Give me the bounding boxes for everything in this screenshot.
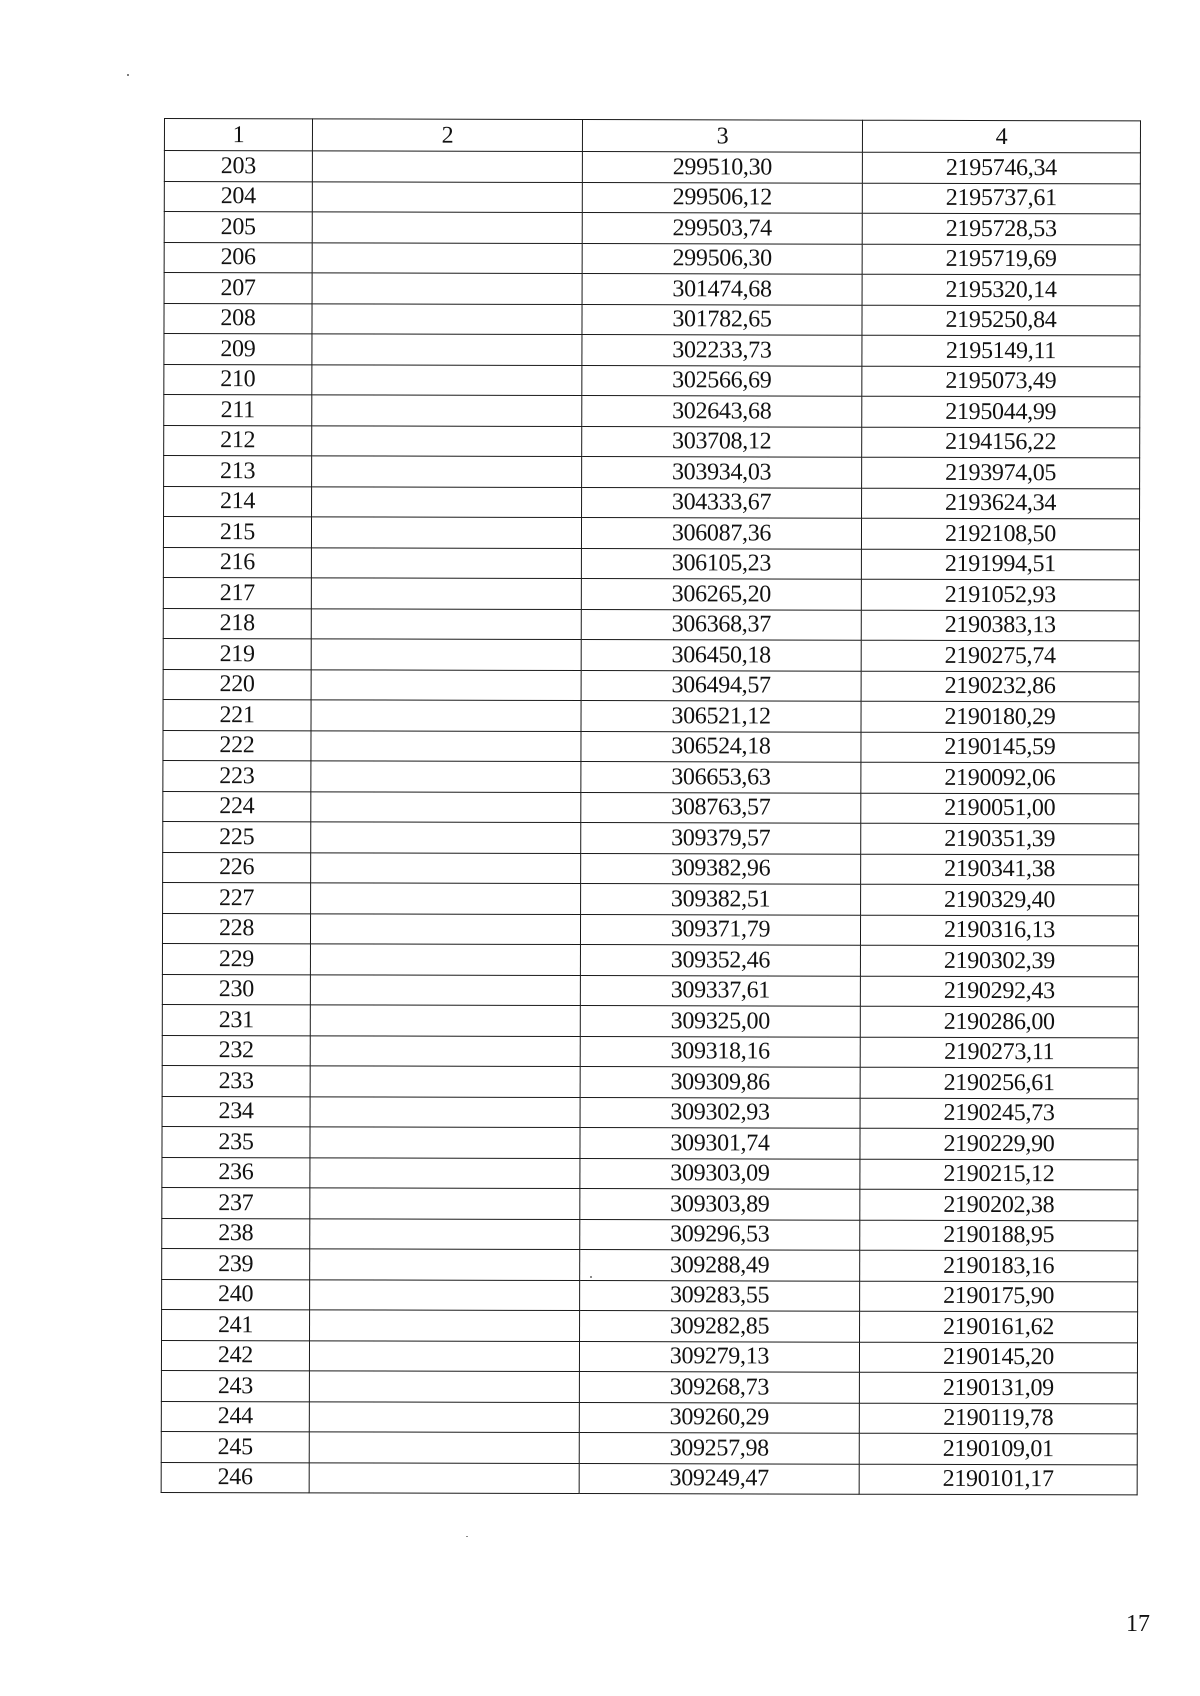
y-coordinate-cell: 2190351,39 xyxy=(861,823,1139,854)
y-coordinate-cell: 2190145,59 xyxy=(861,732,1139,763)
column-2-cell xyxy=(312,303,582,334)
table-row xyxy=(163,730,1139,763)
table-row xyxy=(164,395,1140,428)
column-2-cell xyxy=(310,1005,580,1036)
scan-speck xyxy=(127,74,129,76)
x-coordinate-cell: 309257,98 xyxy=(579,1433,859,1464)
y-coordinate-cell: 2190329,40 xyxy=(861,884,1139,915)
y-coordinate-cell: 2190229,90 xyxy=(860,1128,1138,1159)
point-number-cell: 228 xyxy=(162,913,310,944)
table-row xyxy=(164,303,1140,336)
point-number-cell: 205 xyxy=(164,212,312,243)
x-coordinate-cell: 309303,89 xyxy=(580,1189,860,1220)
table-row xyxy=(164,273,1140,306)
column-2-cell xyxy=(312,334,582,365)
table-row xyxy=(164,486,1140,519)
scan-speck xyxy=(466,1536,468,1537)
x-coordinate-cell: 309371,79 xyxy=(580,914,860,945)
y-coordinate-cell: 2190051,00 xyxy=(861,793,1139,824)
table-row xyxy=(162,1187,1138,1220)
y-coordinate-cell: 2190119,78 xyxy=(859,1403,1137,1434)
x-coordinate-cell: 306521,12 xyxy=(581,701,861,732)
y-coordinate-cell: 2190273,11 xyxy=(860,1037,1138,1068)
y-coordinate-cell: 2190180,29 xyxy=(861,701,1139,732)
column-2-cell xyxy=(312,486,582,517)
column-2-cell xyxy=(311,852,581,883)
point-number-cell: 232 xyxy=(162,1035,310,1066)
x-coordinate-cell: 299503,74 xyxy=(582,213,862,244)
x-coordinate-cell: 299506,30 xyxy=(582,243,862,274)
y-coordinate-cell: 2195320,14 xyxy=(862,274,1140,305)
column-2-cell xyxy=(312,212,582,243)
column-2-cell xyxy=(312,273,582,304)
table-row xyxy=(162,1248,1138,1281)
y-coordinate-cell: 2195737,61 xyxy=(862,183,1140,214)
table-row xyxy=(162,913,1138,946)
x-coordinate-cell: 302233,73 xyxy=(582,335,862,366)
column-2-cell xyxy=(310,944,580,975)
column-2-cell xyxy=(309,1371,579,1402)
coordinates-table xyxy=(161,118,1141,1495)
y-coordinate-cell: 2190131,09 xyxy=(859,1372,1137,1403)
column-2-cell xyxy=(310,974,580,1005)
point-number-cell: 224 xyxy=(163,791,311,822)
column-header-3: 3 xyxy=(582,120,862,153)
point-number-cell: 215 xyxy=(163,517,311,548)
x-coordinate-cell: 306653,63 xyxy=(581,762,861,793)
x-coordinate-cell: 304333,67 xyxy=(582,487,862,518)
point-number-cell: 242 xyxy=(161,1340,309,1371)
column-2-cell xyxy=(310,1157,580,1188)
table-row xyxy=(163,577,1139,610)
y-coordinate-cell: 2190161,62 xyxy=(860,1311,1138,1342)
table-body xyxy=(161,151,1140,1495)
y-coordinate-cell: 2190215,12 xyxy=(860,1159,1138,1190)
y-coordinate-cell: 2190145,20 xyxy=(859,1342,1137,1373)
table-row xyxy=(163,669,1139,702)
table-row xyxy=(162,1096,1138,1129)
y-coordinate-cell: 2190256,61 xyxy=(860,1067,1138,1098)
point-number-cell: 225 xyxy=(163,821,311,852)
x-coordinate-cell: 306494,57 xyxy=(581,670,861,701)
y-coordinate-cell: 2193974,05 xyxy=(862,457,1140,488)
table-row xyxy=(161,1340,1137,1373)
table-row xyxy=(164,151,1140,184)
column-2-cell xyxy=(310,1249,580,1280)
table-row xyxy=(163,821,1139,854)
column-2-cell xyxy=(310,1096,580,1127)
x-coordinate-cell: 308763,57 xyxy=(581,792,861,823)
y-coordinate-cell: 2191052,93 xyxy=(861,579,1139,610)
column-2-cell xyxy=(309,1401,579,1432)
column-2-cell xyxy=(309,1340,579,1371)
column-2-cell xyxy=(312,364,582,395)
table-row xyxy=(164,212,1140,245)
x-coordinate-cell: 306524,18 xyxy=(581,731,861,762)
y-coordinate-cell: 2195746,34 xyxy=(862,152,1140,183)
table-row xyxy=(164,242,1140,275)
y-coordinate-cell: 2195719,69 xyxy=(862,244,1140,275)
y-coordinate-cell: 2190175,90 xyxy=(860,1281,1138,1312)
point-number-cell: 234 xyxy=(162,1096,310,1127)
column-2-cell xyxy=(309,1432,579,1463)
x-coordinate-cell: 303934,03 xyxy=(582,457,862,488)
x-coordinate-cell: 302643,68 xyxy=(582,396,862,427)
table-row xyxy=(162,974,1138,1007)
column-2-cell xyxy=(311,761,581,792)
x-coordinate-cell: 309382,51 xyxy=(581,884,861,915)
x-coordinate-cell: 309268,73 xyxy=(579,1372,859,1403)
x-coordinate-cell: 309283,55 xyxy=(580,1280,860,1311)
point-number-cell: 230 xyxy=(162,974,310,1005)
point-number-cell: 239 xyxy=(162,1248,310,1279)
table-row xyxy=(163,852,1139,885)
column-2-cell xyxy=(311,608,581,639)
column-2-cell xyxy=(311,730,581,761)
column-2-cell xyxy=(311,639,581,670)
x-coordinate-cell: 306105,23 xyxy=(581,548,861,579)
column-2-cell xyxy=(310,1279,580,1310)
y-coordinate-cell: 2195149,11 xyxy=(862,335,1140,366)
y-coordinate-cell: 2191994,51 xyxy=(861,549,1139,580)
y-coordinate-cell: 2194156,22 xyxy=(862,427,1140,458)
y-coordinate-cell: 2190292,43 xyxy=(860,976,1138,1007)
column-2-cell xyxy=(311,578,581,609)
point-number-cell: 246 xyxy=(161,1462,309,1493)
y-coordinate-cell: 2190286,00 xyxy=(860,1006,1138,1037)
column-2-cell xyxy=(310,1188,580,1219)
y-coordinate-cell: 2190383,13 xyxy=(861,610,1139,641)
point-number-cell: 217 xyxy=(163,577,311,608)
column-2-cell xyxy=(312,425,582,456)
point-number-cell: 210 xyxy=(164,364,312,395)
column-header-2: 2 xyxy=(312,119,582,152)
point-number-cell: 222 xyxy=(163,730,311,761)
column-2-cell xyxy=(312,395,582,426)
column-2-cell xyxy=(311,883,581,914)
x-coordinate-cell: 301782,65 xyxy=(582,304,862,335)
table-row xyxy=(163,760,1139,793)
y-coordinate-cell: 2190109,01 xyxy=(859,1433,1137,1464)
point-number-cell: 235 xyxy=(162,1126,310,1157)
x-coordinate-cell: 309382,96 xyxy=(581,853,861,884)
y-coordinate-cell: 2195044,99 xyxy=(862,396,1140,427)
point-number-cell: 216 xyxy=(163,547,311,578)
y-coordinate-cell: 2190232,86 xyxy=(861,671,1139,702)
point-number-cell: 241 xyxy=(162,1309,310,1340)
point-number-cell: 244 xyxy=(161,1401,309,1432)
table-row xyxy=(164,334,1140,367)
point-number-cell: 208 xyxy=(164,303,312,334)
point-number-cell: 236 xyxy=(162,1157,310,1188)
point-number-cell: 220 xyxy=(163,669,311,700)
point-number-cell: 211 xyxy=(164,395,312,426)
x-coordinate-cell: 309301,74 xyxy=(580,1128,860,1159)
y-coordinate-cell: 2190245,73 xyxy=(860,1098,1138,1129)
column-2-cell xyxy=(312,456,582,487)
point-number-cell: 240 xyxy=(162,1279,310,1310)
x-coordinate-cell: 301474,68 xyxy=(582,274,862,305)
table-row xyxy=(164,181,1140,214)
x-coordinate-cell: 309249,47 xyxy=(579,1463,859,1494)
column-2-cell xyxy=(311,517,581,548)
point-number-cell: 204 xyxy=(164,181,312,212)
column-2-cell xyxy=(310,1035,580,1066)
point-number-cell: 207 xyxy=(164,273,312,304)
table-row xyxy=(162,1218,1138,1251)
y-coordinate-cell: 2190101,17 xyxy=(859,1464,1137,1495)
table-row xyxy=(163,882,1139,915)
x-coordinate-cell: 299506,12 xyxy=(582,182,862,213)
column-2-cell xyxy=(311,669,581,700)
x-coordinate-cell: 309279,13 xyxy=(579,1341,859,1372)
point-number-cell: 209 xyxy=(164,334,312,365)
point-number-cell: 227 xyxy=(163,882,311,913)
table-row xyxy=(164,456,1140,489)
y-coordinate-cell: 2192108,50 xyxy=(861,518,1139,549)
header-row xyxy=(164,119,1140,153)
x-coordinate-cell: 309309,86 xyxy=(580,1067,860,1098)
y-coordinate-cell: 2193624,34 xyxy=(862,488,1140,519)
point-number-cell: 238 xyxy=(162,1218,310,1249)
column-2-cell xyxy=(310,1218,580,1249)
point-number-cell: 231 xyxy=(162,1004,310,1035)
table-row xyxy=(163,608,1139,641)
x-coordinate-cell: 309282,85 xyxy=(580,1311,860,1342)
column-header-4: 4 xyxy=(862,120,1140,153)
column-2-cell xyxy=(309,1462,579,1493)
table-row xyxy=(162,1279,1138,1312)
table-row xyxy=(162,1309,1138,1342)
table-row xyxy=(163,638,1139,671)
point-number-cell: 203 xyxy=(164,151,312,182)
column-2-cell xyxy=(311,822,581,853)
table-row xyxy=(164,425,1140,458)
table-row xyxy=(163,547,1139,580)
y-coordinate-cell: 2190341,38 xyxy=(861,854,1139,885)
y-coordinate-cell: 2190183,16 xyxy=(860,1250,1138,1281)
table-row xyxy=(163,517,1139,550)
x-coordinate-cell: 309303,09 xyxy=(580,1158,860,1189)
y-coordinate-cell: 2190202,38 xyxy=(860,1189,1138,1220)
point-number-cell: 219 xyxy=(163,638,311,669)
column-2-cell xyxy=(312,181,582,212)
point-number-cell: 243 xyxy=(161,1370,309,1401)
x-coordinate-cell: 309379,57 xyxy=(581,823,861,854)
table-row xyxy=(162,1004,1138,1037)
x-coordinate-cell: 306265,20 xyxy=(581,579,861,610)
point-number-cell: 206 xyxy=(164,242,312,273)
point-number-cell: 245 xyxy=(161,1431,309,1462)
table-row xyxy=(162,1065,1138,1098)
column-2-cell xyxy=(310,1310,580,1341)
point-number-cell: 218 xyxy=(163,608,311,639)
page-number: 17 xyxy=(1126,1611,1150,1637)
table-row xyxy=(162,1157,1138,1190)
x-coordinate-cell: 309302,93 xyxy=(580,1097,860,1128)
x-coordinate-cell: 309260,29 xyxy=(579,1402,859,1433)
column-2-cell xyxy=(310,1127,580,1158)
table-row xyxy=(164,364,1140,397)
table-header xyxy=(164,119,1140,153)
column-2-cell xyxy=(311,791,581,822)
table-row xyxy=(161,1431,1137,1464)
table-row xyxy=(162,1126,1138,1159)
point-number-cell: 223 xyxy=(163,760,311,791)
table-row xyxy=(162,943,1138,976)
column-2-cell xyxy=(312,151,582,182)
table-row xyxy=(163,791,1139,824)
y-coordinate-cell: 2195728,53 xyxy=(862,213,1140,244)
x-coordinate-cell: 302566,69 xyxy=(582,365,862,396)
x-coordinate-cell: 306450,18 xyxy=(581,640,861,671)
x-coordinate-cell: 299510,30 xyxy=(582,152,862,183)
y-coordinate-cell: 2190316,13 xyxy=(860,915,1138,946)
x-coordinate-cell: 309296,53 xyxy=(580,1219,860,1250)
column-2-cell xyxy=(312,242,582,273)
point-number-cell: 226 xyxy=(163,852,311,883)
point-number-cell: 229 xyxy=(162,943,310,974)
table-row xyxy=(161,1401,1137,1434)
column-2-cell xyxy=(311,547,581,578)
x-coordinate-cell: 309325,00 xyxy=(580,1006,860,1037)
y-coordinate-cell: 2190302,39 xyxy=(860,945,1138,976)
column-2-cell xyxy=(311,700,581,731)
y-coordinate-cell: 2190188,95 xyxy=(860,1220,1138,1251)
point-number-cell: 212 xyxy=(164,425,312,456)
point-number-cell: 237 xyxy=(162,1187,310,1218)
x-coordinate-cell: 309288,49 xyxy=(580,1250,860,1281)
y-coordinate-cell: 2195073,49 xyxy=(862,366,1140,397)
column-2-cell xyxy=(310,1066,580,1097)
point-number-cell: 233 xyxy=(162,1065,310,1096)
point-number-cell: 213 xyxy=(164,456,312,487)
y-coordinate-cell: 2190275,74 xyxy=(861,640,1139,671)
x-coordinate-cell: 306368,37 xyxy=(581,609,861,640)
table-row xyxy=(163,699,1139,732)
table-row xyxy=(162,1035,1138,1068)
table-row xyxy=(161,1462,1137,1495)
column-2-cell xyxy=(310,913,580,944)
point-number-cell: 221 xyxy=(163,699,311,730)
x-coordinate-cell: 309318,16 xyxy=(580,1036,860,1067)
y-coordinate-cell: 2190092,06 xyxy=(861,762,1139,793)
y-coordinate-cell: 2195250,84 xyxy=(862,305,1140,336)
x-coordinate-cell: 309352,46 xyxy=(580,945,860,976)
column-header-1: 1 xyxy=(164,119,312,151)
x-coordinate-cell: 303708,12 xyxy=(582,426,862,457)
x-coordinate-cell: 309337,61 xyxy=(580,975,860,1006)
point-number-cell: 214 xyxy=(164,486,312,517)
x-coordinate-cell: 306087,36 xyxy=(581,518,861,549)
table-row xyxy=(161,1370,1137,1403)
